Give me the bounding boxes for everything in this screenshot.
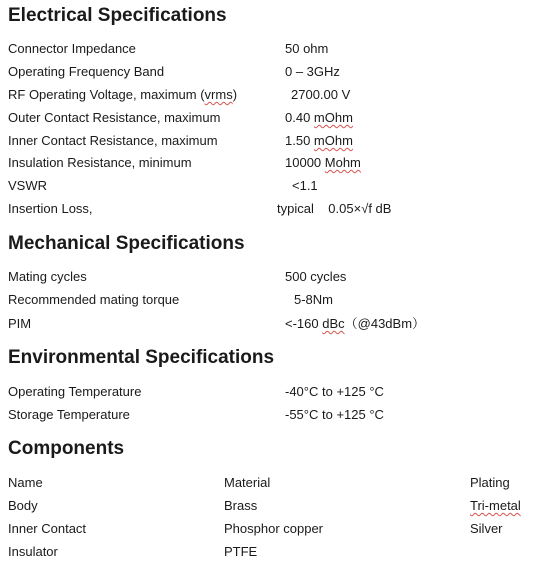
insulation-resistance-value: 10000 Mohm bbox=[285, 155, 361, 170]
component-body-material: Brass bbox=[224, 498, 258, 513]
component-body-plating: Tri-metal bbox=[470, 498, 521, 513]
components-heading: Components bbox=[8, 438, 125, 459]
operating-temperature-label: Operating Temperature bbox=[8, 384, 142, 399]
frequency-band-label: Operating Frequency Band bbox=[8, 64, 165, 79]
outer-contact-resistance-value: 0.40 mOhm bbox=[285, 110, 353, 125]
component-inner-contact-plating: Silver bbox=[470, 521, 503, 536]
storage-temperature-value: -55°C to +125 °C bbox=[285, 407, 384, 422]
insulation-resistance-label: Insulation Resistance, minimum bbox=[8, 155, 192, 170]
pim-label: PIM bbox=[8, 316, 32, 331]
component-insulator-material: PTFE bbox=[224, 544, 258, 559]
mating-cycles-value: 500 cycles bbox=[285, 269, 347, 284]
vswr-label: VSWR bbox=[8, 178, 47, 193]
rf-voltage-label: RF Operating Voltage, maximum (vrms) bbox=[8, 87, 238, 102]
outer-contact-resistance-label: Outer Contact Resistance, maximum bbox=[8, 110, 221, 125]
mating-cycles-label: Mating cycles bbox=[8, 269, 87, 284]
insertion-loss-value: typical 0.05×√f dB bbox=[277, 201, 392, 216]
components-header-name: Name bbox=[8, 475, 43, 490]
connector-impedance-value: 50 ohm bbox=[285, 41, 329, 56]
components-header-material: Material bbox=[224, 475, 271, 490]
electrical-specifications-heading: Electrical Specifications bbox=[8, 5, 227, 26]
connector-impedance-label: Connector Impedance bbox=[8, 41, 136, 56]
mating-torque-label: Recommended mating torque bbox=[8, 292, 180, 307]
storage-temperature-label: Storage Temperature bbox=[8, 407, 130, 422]
environmental-specifications-heading: Environmental Specifications bbox=[8, 347, 275, 368]
inner-contact-resistance-label: Inner Contact Resistance, maximum bbox=[8, 133, 218, 148]
insertion-loss-label: Insertion Loss, bbox=[8, 201, 93, 216]
frequency-band-value: 0 – 3GHz bbox=[285, 64, 340, 79]
pim-value: <-160 dBc（@43dBm） bbox=[285, 316, 426, 331]
components-header-plating: Plating bbox=[470, 475, 510, 490]
component-body-name: Body bbox=[8, 498, 38, 513]
operating-temperature-value: -40°C to +125 °C bbox=[285, 384, 384, 399]
component-inner-contact-name: Inner Contact bbox=[8, 521, 87, 536]
mating-torque-value: 5-8Nm bbox=[294, 292, 334, 307]
component-insulator-name: Insulator bbox=[8, 544, 58, 559]
rf-voltage-value: 2700.00 V bbox=[291, 87, 351, 102]
inner-contact-resistance-value: 1.50 mOhm bbox=[285, 133, 353, 148]
vswr-value: <1.1 bbox=[292, 178, 318, 193]
mechanical-specifications-heading: Mechanical Specifications bbox=[8, 233, 245, 254]
component-inner-contact-material: Phosphor copper bbox=[224, 521, 324, 536]
